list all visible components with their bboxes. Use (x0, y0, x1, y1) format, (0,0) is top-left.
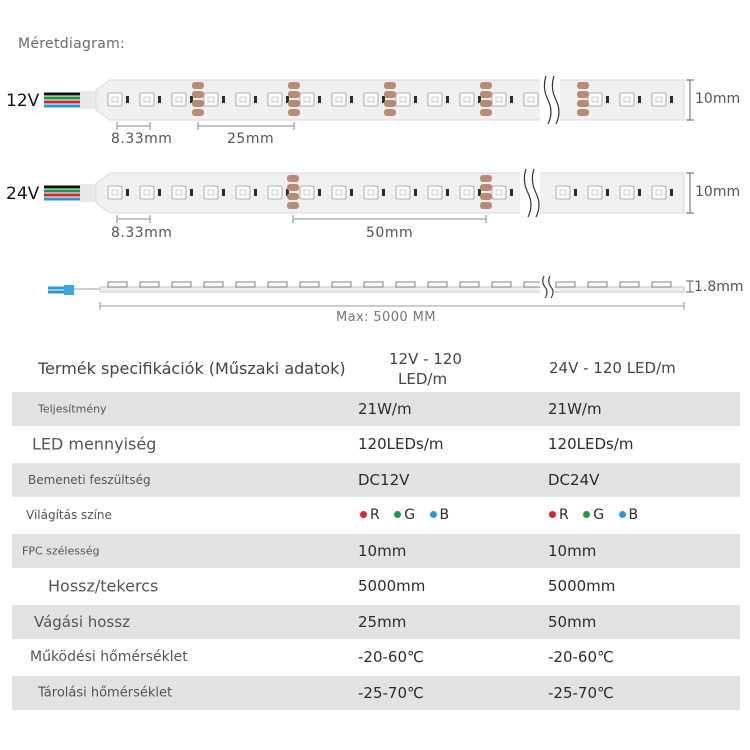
copper-pad (480, 202, 492, 209)
led-chip (268, 93, 282, 106)
side-led (620, 282, 639, 287)
row-label: Bemeneti feszültség (28, 473, 151, 487)
resistor (158, 96, 161, 103)
side-led (652, 282, 671, 287)
copper-pad (192, 100, 204, 107)
row-label: Tárolási hőmérséklet (38, 685, 173, 701)
led-chip (492, 186, 506, 199)
resistor (510, 189, 513, 196)
resistor (254, 96, 257, 103)
copper-pad (287, 193, 299, 200)
copper-pad (288, 91, 300, 98)
copper-pad (480, 184, 492, 191)
side-led (332, 282, 351, 287)
value-24v: 10mm (548, 542, 597, 560)
resistor (254, 189, 257, 196)
resistor (446, 96, 449, 103)
red-dot-icon (360, 511, 367, 518)
diagram-title: Méretdiagram: (18, 36, 126, 52)
copper-pad (287, 202, 299, 209)
led-chip (588, 186, 602, 199)
side-led (300, 282, 319, 287)
value-24v: 5000mm (548, 577, 616, 595)
blue-dot-icon (430, 511, 437, 518)
value-12v: -20-60℃ (358, 648, 424, 666)
side-led (108, 282, 127, 287)
col-12v-header-line1: 12V - 120 (389, 350, 462, 368)
table-row-led-count (12, 427, 740, 461)
spec-table-title: Termék specifikációk (Műszaki adatok) (38, 359, 346, 378)
copper-pad (384, 82, 396, 89)
side-led (172, 282, 191, 287)
max-length-label: Max: 5000 MM (336, 310, 436, 325)
led-chip (108, 186, 122, 199)
led-chip (364, 93, 378, 106)
resistor (414, 189, 417, 196)
led-chip (620, 93, 634, 106)
strip-12v (44, 76, 694, 130)
blue-dot-icon (619, 511, 626, 518)
side-led (268, 282, 287, 287)
copper-pad (577, 91, 589, 98)
led-chip (300, 93, 314, 106)
led-chip (460, 93, 474, 106)
resistor (222, 189, 225, 196)
led-chip (652, 186, 666, 199)
strip-12v-voltage-label: 12V (6, 91, 40, 111)
value-12v: -25-70℃ (358, 684, 424, 702)
resistor (222, 96, 225, 103)
led-chip (204, 93, 218, 106)
table-row-input-voltage (12, 463, 740, 497)
led-chip (108, 93, 122, 106)
resistor (638, 189, 641, 196)
value-12v: 120LEDs/m (358, 435, 444, 453)
resistor (510, 96, 513, 103)
led-chip (332, 93, 346, 106)
green-dot-icon (394, 511, 401, 518)
led-chip (524, 93, 538, 106)
led-chip (332, 186, 346, 199)
side-led (460, 282, 479, 287)
led-chip (300, 186, 314, 199)
value-24v: 21W/m (548, 400, 602, 418)
strip-24v-voltage-label: 24V (6, 184, 40, 204)
side-view-leds (108, 282, 671, 287)
copper-pad (384, 100, 396, 107)
led-chip (204, 186, 218, 199)
resistor (382, 189, 385, 196)
table-row-operating-temp (12, 640, 740, 674)
led-chip (460, 186, 474, 199)
strip-12v-cut-label: 25mm (227, 131, 275, 147)
col-24v-header: 24V - 120 LED/m (549, 359, 676, 377)
row-label: Teljesítmény (38, 402, 107, 416)
resistor (318, 96, 321, 103)
copper-pad (384, 91, 396, 98)
green-dot-icon (583, 511, 590, 518)
led-chip (140, 186, 154, 199)
row-label: Hossz/tekercs (48, 576, 159, 596)
copper-pad (480, 91, 492, 98)
led-chip (236, 93, 250, 106)
led-chip (396, 186, 410, 199)
led-chip (172, 186, 186, 199)
copper-pad (480, 82, 492, 89)
copper-pad (288, 82, 300, 89)
thickness-label: 1.8mm (694, 279, 744, 295)
color-values-12v: R G B (360, 507, 449, 523)
value-24v: -25-70℃ (548, 684, 614, 702)
resistor (574, 189, 577, 196)
copper-pad (192, 82, 204, 89)
value-12v: 5000mm (358, 577, 426, 595)
copper-pad (480, 100, 492, 107)
copper-pad (287, 175, 299, 182)
copper-pad (577, 82, 589, 89)
table-row-length (12, 569, 740, 603)
resistor (318, 189, 321, 196)
resistor (670, 96, 673, 103)
resistor (158, 189, 161, 196)
led-chip (140, 93, 154, 106)
side-view-strip (100, 287, 684, 292)
copper-pad (480, 109, 492, 116)
strip-12v-wires (44, 91, 98, 109)
led-chip (652, 93, 666, 106)
side-led (556, 282, 575, 287)
copper-pad (192, 109, 204, 116)
led-chip (236, 186, 250, 199)
strip-24v-width-label: 10mm (695, 184, 741, 200)
led-chip (620, 186, 634, 199)
row-label: Működési hőmérséklet (30, 649, 188, 665)
copper-pad (288, 100, 300, 107)
table-row-light-color (12, 498, 740, 532)
row-label: Világítás színe (26, 508, 112, 522)
strip-12v-width-label: 10mm (695, 91, 741, 107)
led-chip (492, 93, 506, 106)
resistor (414, 96, 417, 103)
resistor (446, 189, 449, 196)
copper-pad (577, 109, 589, 116)
col-12v-header-line2: LED/m (398, 370, 448, 388)
resistor (670, 189, 673, 196)
row-label: Vágási hossz (34, 613, 130, 631)
copper-pad (577, 100, 589, 107)
strip-24v-cut-label: 50mm (366, 225, 414, 241)
color-values-24v: R G B (549, 507, 638, 523)
led-chip (364, 186, 378, 199)
value-24v: -20-60℃ (548, 648, 614, 666)
row-label: LED mennyiség (32, 434, 157, 454)
red-dot-icon (549, 511, 556, 518)
led-chip (268, 186, 282, 199)
copper-pad (192, 91, 204, 98)
side-led (492, 282, 511, 287)
resistor (350, 96, 353, 103)
led-chip (428, 186, 442, 199)
resistor (190, 189, 193, 196)
strip-12v-pitch-label: 8.33mm (111, 131, 173, 147)
table-row-cut-length (12, 605, 740, 639)
strip-24v-wires (44, 184, 98, 202)
resistor (638, 96, 641, 103)
table-row-fpc-width (12, 534, 740, 568)
strip-24v-pitch-label: 8.33mm (111, 225, 173, 241)
side-led (588, 282, 607, 287)
side-led (140, 282, 159, 287)
resistor (126, 189, 129, 196)
copper-pad (480, 193, 492, 200)
copper-pad (384, 109, 396, 116)
led-chip (588, 93, 602, 106)
led-chip (172, 93, 186, 106)
resistor (350, 189, 353, 196)
value-12v: 10mm (358, 542, 407, 560)
resistor (126, 96, 129, 103)
led-chip (396, 93, 410, 106)
led-strip-size-diagram (0, 0, 750, 340)
value-12v: 25mm (358, 613, 407, 631)
side-led (428, 282, 447, 287)
copper-pad (480, 175, 492, 182)
side-led (204, 282, 223, 287)
side-led (236, 282, 255, 287)
side-led (396, 282, 415, 287)
led-chip (428, 93, 442, 106)
value-12v: DC12V (358, 471, 410, 489)
row-label: FPC szélesség (22, 544, 100, 558)
strip-side-view (48, 276, 694, 310)
resistor (606, 189, 609, 196)
resistor (606, 96, 609, 103)
value-12v: 21W/m (358, 400, 412, 418)
strip-24v (44, 169, 694, 223)
value-24v: DC24V (548, 471, 600, 489)
table-row-power (12, 392, 740, 426)
value-24v: 50mm (548, 613, 597, 631)
copper-pad (287, 184, 299, 191)
value-24v: 120LEDs/m (548, 435, 634, 453)
side-led (364, 282, 383, 287)
led-chip (556, 186, 570, 199)
copper-pad (288, 109, 300, 116)
table-row-storage-temp (12, 676, 740, 710)
